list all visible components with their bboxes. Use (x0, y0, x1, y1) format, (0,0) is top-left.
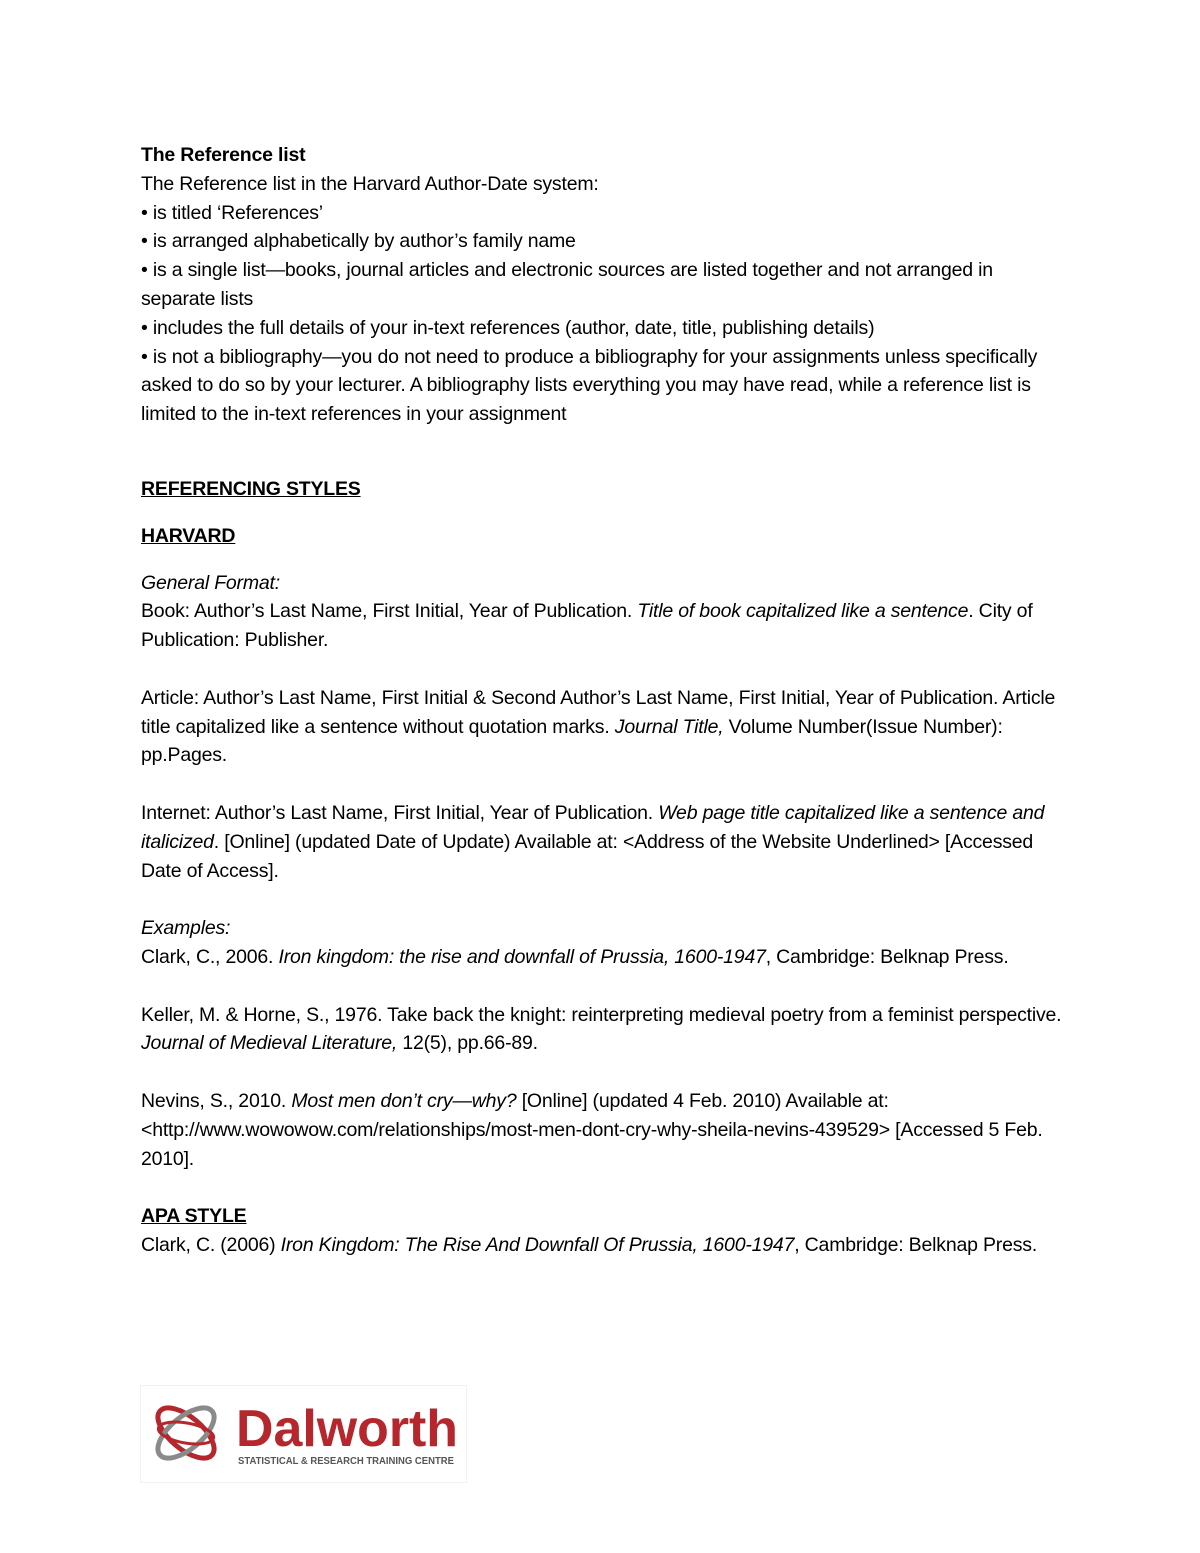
apa-example: Clark, C. (2006) Iron Kingdom: The Rise And Downfall Of Prussia, 1600-1947, Cambridge: Belknap Press. (141, 1233, 1038, 1256)
globe-icon (150, 1399, 223, 1467)
logo-name: Dalworth (236, 1400, 458, 1458)
examples-label: Examples: (141, 917, 231, 940)
bullet-item: • includes the full details of your in-text references (author, date, title, publishing details) (141, 316, 875, 339)
reference-list-title: The Reference list (141, 144, 306, 166)
format-article: Article: Author’s Last Name, First Initial & Second Author’s Last Name, First Initial, Year of Publication. Article title capitalized like a sentence without quotation marks. Journal Title, Volume Number(Issue Number): pp.Pages. (141, 686, 1056, 767)
format-internet: Internet: Author’s Last Name, First Initial, Year of Publication. Web page title capitalized like a sentence and italicized. [Online] (updated Date of Update) Available at: <Address of the Website Underlined> [Accessed Date of Access]. (141, 801, 1045, 882)
referencing-styles-heading: REFERENCING STYLES (141, 477, 361, 500)
bullet-item: • is arranged alphabetically by author’s family name (141, 230, 576, 253)
document-body (141, 141, 1071, 1260)
general-format-label: General Format: (141, 571, 280, 594)
bullet-item: • is titled ‘References’ (141, 201, 323, 224)
format-book: Book: Author’s Last Name, First Initial, Year of Publication. Title of book capitalized like a sentence. City of Publication: Publisher. (141, 600, 1033, 652)
example-article: Keller, M. & Horne, S., 1976. Take back the knight: reinterpreting medieval poetry from a feminist perspective. Journal of Medieval Literature, 12(5), pp.66-89. (141, 1003, 1062, 1055)
dalworth-logo (141, 1386, 466, 1482)
bullet-item: • is not a bibliography—you do not need to produce a bibliography for your assignments unless specifically asked to do so by your lecturer. A bibliography lists everything you may have read, while a reference list is limited to the in-text references in your assignment (141, 345, 1038, 426)
bullet-item: • is a single list—books, journal articles and electronic sources are listed together and not arranged in separate lists (141, 259, 993, 310)
example-internet: Nevins, S., 2010. Most men don’t cry—why? [Online] (updated 4 Feb. 2010) Available at: <http://www.wowowow.com/relationships/most-men-dont-cry-why-sheila-nevins-439529> [Accessed 5 Feb. 2010]. (141, 1089, 1043, 1170)
harvard-heading: HARVARD (141, 524, 236, 547)
logo-tagline: STATISTICAL & RESEARCH TRAINING CENTRE (238, 1456, 455, 1467)
example-book: Clark, C., 2006. Iron kingdom: the rise and downfall of Prussia, 1600-1947, Cambridge: Belknap Press. (141, 945, 1009, 968)
logo-graphic (141, 1386, 466, 1482)
apa-style-heading: APA STYLE (141, 1205, 247, 1228)
reference-list-intro: The Reference list in the Harvard Author-Date system: (141, 172, 599, 195)
